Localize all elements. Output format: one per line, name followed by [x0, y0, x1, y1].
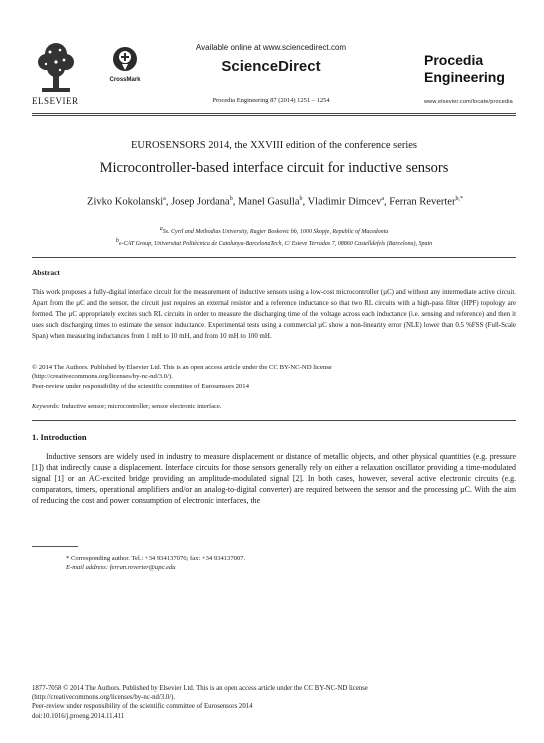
- crossmark-badge[interactable]: [108, 46, 142, 83]
- publisher-name: ELSEVIER: [32, 96, 79, 106]
- journal-logo-line1: Procedia: [424, 52, 484, 68]
- journal-logo: [424, 52, 514, 86]
- author-name[interactable]: Josep Jordana: [171, 196, 230, 208]
- abstract-text: This work proposes a fully-digital interface circuit for the measurement of inductive sensors using a low-cost microcontroller (µC) and without any intermediate active circuit. Apart from the µC and the sensor, the circuit just requires an external resistor and a reference inductance so that two RL circuits with a high-pass filter (HPF) topology are formed. The µC appropriately excites such RL circuits in order to measure the discharging time of the voltage across each inductance (i.e. sensing and reference) and then it uses such discharging times to estimate the sensor inductance. Experimental tests using a commercial µC show a non-linearity error (NLE) lower than 0.5 %FSS (Full-Scale Span) when measuring inductances from 1 mH to 10 mH, and from 10 mH to 100 mH.: [32, 289, 516, 340]
- author-separator: ,: [384, 196, 390, 208]
- header-rule-bottom: [32, 115, 516, 116]
- author-affil-mark: b,*: [455, 196, 463, 202]
- crossmark-label: CrossMark: [109, 77, 141, 83]
- conference-name: EUROSENSORS 2014, the XXVIII edition of the conference series: [130, 140, 418, 151]
- author-name[interactable]: Manel Gasulla: [237, 196, 300, 208]
- journal-url[interactable]: www.elsevier.com/locate/procedia: [424, 99, 513, 105]
- author-list: [80, 192, 470, 210]
- abstract-rule: [32, 257, 516, 258]
- author-affil-mark: b: [229, 196, 233, 202]
- footer-peer-review: Peer-review under responsibility of the scientific committee of Eurosensors 2014: [32, 703, 253, 711]
- paper-title: Microcontroller-based interface circuit for inductive sensors: [99, 160, 449, 176]
- abstract-heading: Abstract: [32, 268, 60, 277]
- affiliation-mark: b: [115, 238, 119, 244]
- email-label: E-mail address:: [66, 564, 109, 571]
- sciencedirect-wordmark[interactable]: ScienceDirect: [221, 58, 321, 75]
- affiliation-mark: a: [159, 226, 163, 232]
- corresponding-author-footnote: [66, 554, 245, 572]
- author-separator: ,: [302, 196, 308, 208]
- header-rule-top: [32, 113, 516, 114]
- footnote-contact: * Corresponding author. Tel.: +34 934137076; fax: +34 934137007.: [66, 555, 246, 562]
- author-separator: ,: [165, 196, 172, 208]
- author-affil-mark: a: [381, 196, 385, 202]
- available-online-text: Available online at www.sciencedirect.com: [195, 43, 347, 52]
- keywords-text: Inductive sensor; microcontroller; sensor electronic interface.: [61, 403, 222, 410]
- email-address[interactable]: ferran.reverter@upc.edu: [109, 564, 176, 571]
- license-line: © 2014 The Authors. Published by Elsevier Ltd. This is an open access article under the CC BY-NC-ND license: [32, 364, 332, 371]
- author-affil-mark: a: [163, 196, 166, 202]
- article-license: [32, 363, 516, 391]
- affiliation-text: Ss. Cyril and Methodius University, Rugjer Boskovic bb, 1000 Skopje, Republic of Macedonia: [162, 229, 389, 235]
- page-footer: [32, 684, 516, 721]
- author-affil-mark: b: [299, 196, 303, 202]
- footer-license-link[interactable]: (http://creativecommons.org/licenses/by-nc-nd/3.0/).: [32, 694, 176, 702]
- author-name[interactable]: Ferran Reverter: [389, 196, 456, 208]
- crossmark-icon: [112, 46, 138, 72]
- footnote-rule: [32, 546, 78, 547]
- section-body: Inductive sensors are widely used in industry to measure displacement or distance of metallic objects, and other physical quantities (e.g. pressure [1]) that indirectly cause a displacement. Interface circuits for those sensors generally rely on either a relaxation oscillator providing a time-modulated signal [1] or an AC-excited bridge providing an amplitude-modulated signal [2]. In both cases, however, several active electronic circuits (e.g. comparators, timers, operational amplifiers and/or an analog-to-digital converter) are required between the sensor and the processing µC. With the aim of reducing the cost and power consumption of electronic interfaces, the: [32, 452, 516, 506]
- affiliation-b: [32, 238, 516, 247]
- keywords-label: Keywords:: [32, 403, 60, 410]
- author-name[interactable]: Zivko Kokolanski: [87, 196, 164, 208]
- license-link[interactable]: (http://creativecommons.org/licenses/by-nc-nd/3.0/).: [32, 373, 173, 381]
- elsevier-tree-logo: [34, 40, 78, 98]
- author-name[interactable]: Vladimir Dimcev: [307, 196, 382, 208]
- affiliation-text: e-CAT Group, Universitat Politècnica de Catalunya-BarcelonaTech, C/ Esteve Terradas 7, 08860 Castelldefels (Barcelona), Spain: [118, 241, 433, 247]
- keywords: [32, 403, 516, 410]
- footer-doi[interactable]: doi:10.1016/j.proeng.2014.11.411: [32, 712, 125, 720]
- journal-logo-line2: Engineering: [424, 69, 505, 85]
- journal-reference: Procedia Engineering 87 (2014) 1251 – 1254: [212, 97, 330, 104]
- keywords-rule: [32, 420, 516, 421]
- section-heading: 1. Introduction: [32, 432, 87, 442]
- peer-review-note: Peer-review under responsibility of the scientific committee of Eurosensors 2014: [32, 382, 249, 390]
- affiliation-a: [32, 226, 516, 235]
- footer-issn-license: 1877-7058 © 2014 The Authors. Published by Elsevier Ltd. This is an open access article under the CC BY-NC-ND license: [32, 685, 368, 692]
- author-separator: ,: [232, 196, 238, 208]
